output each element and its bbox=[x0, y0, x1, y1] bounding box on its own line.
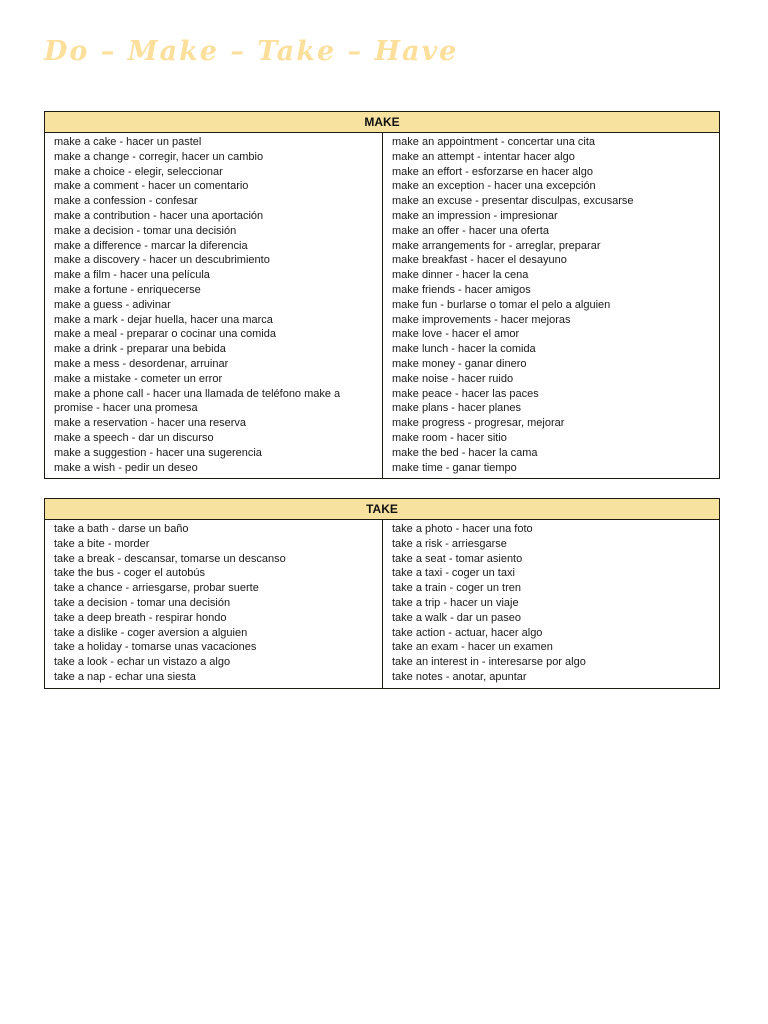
vocab-entry: make a difference - marcar la diferencia bbox=[54, 239, 248, 252]
vocab-entry: make friends - hacer amigos bbox=[392, 283, 531, 296]
vocab-entry: make progress - progresar, mejorar bbox=[392, 417, 565, 430]
vocab-entry: make peace - hacer las paces bbox=[392, 387, 539, 400]
vocab-entry: make improvements - hacer mejoras bbox=[392, 313, 571, 326]
vocab-entry: take a decision - tomar una decisión bbox=[54, 596, 231, 609]
vocab-entry: make an exception - hacer una excepción bbox=[392, 180, 596, 193]
vocab-entry: make a mess - desordenar, arruinar bbox=[54, 357, 229, 370]
vocab-entry: make a drink - preparar una bebida bbox=[54, 343, 226, 356]
make-table-right-column bbox=[382, 133, 719, 478]
take-table bbox=[44, 498, 720, 689]
vocab-entry: take a chance - arriesgarse, probar suerte bbox=[54, 582, 259, 595]
vocab-entry: make a speech - dar un discurso bbox=[54, 431, 214, 444]
make-table bbox=[44, 111, 720, 479]
vocab-entry: make love - hacer el amor bbox=[392, 328, 520, 341]
vocab-entry: make a contribution - hacer una aportación bbox=[54, 209, 264, 222]
vocab-entry: take a nap - echar una siesta bbox=[54, 670, 196, 683]
vocab-entry: take a break - descansar, tomarse un descanso bbox=[54, 552, 286, 565]
vocab-entry: make a suggestion - hacer una sugerencia bbox=[54, 446, 262, 459]
vocab-entry: make time - ganar tiempo bbox=[392, 461, 517, 474]
vocab-entry: make a mark - dejar huella, hacer una marca bbox=[54, 313, 273, 326]
vocab-entry: take an exam - hacer un examen bbox=[392, 641, 553, 654]
vocab-entry: make an appointment - concertar una cita bbox=[392, 136, 596, 148]
vocab-entry: make fun - burlarse o tomar el pelo a alguien bbox=[392, 298, 611, 311]
vocab-entry: make a choice - elegir, seleccionar bbox=[54, 165, 223, 178]
vocab-entry: take a dislike - coger aversion a alguien bbox=[54, 626, 248, 639]
make-table-left-column bbox=[45, 133, 382, 478]
vocab-entry: make breakfast - hacer el desayuno bbox=[392, 254, 567, 267]
vocab-entry: take a look - echar un vistazo a algo bbox=[54, 656, 231, 669]
vocab-entry: take a photo - hacer una foto bbox=[392, 523, 533, 535]
vocab-entry: take a seat - tomar asiento bbox=[392, 552, 523, 565]
vocab-entry: make an effort - esforzarse en hacer algo bbox=[392, 165, 593, 178]
vocab-entry: make the bed - hacer la cama bbox=[392, 446, 538, 459]
vocab-entry: make a wish - pedir un deseo bbox=[54, 461, 198, 474]
vocab-entry: take the bus - coger el autobús bbox=[54, 567, 206, 580]
vocab-entry: make money - ganar dinero bbox=[392, 357, 527, 370]
vocab-entry: make an impression - impresionar bbox=[392, 209, 558, 222]
vocab-entry: take a holiday - tomarse unas vacaciones bbox=[54, 641, 257, 654]
vocab-entry: make a discovery - hacer un descubrimiento bbox=[54, 254, 270, 267]
vocab-entry: take an interest in - interesarse por algo bbox=[392, 656, 586, 669]
vocab-entry: make a change - corregir, hacer un cambio bbox=[54, 150, 264, 163]
vocab-entry: take a risk - arriesgarse bbox=[392, 537, 507, 550]
take-table-header: TAKE bbox=[45, 499, 719, 520]
take-table-body bbox=[45, 520, 719, 688]
vocab-entry: take a bath - darse un baño bbox=[54, 523, 189, 535]
vocab-entry: make a guess - adivinar bbox=[54, 298, 171, 311]
take-table-right-column bbox=[382, 520, 719, 688]
vocab-entry: make an attempt - intentar hacer algo bbox=[392, 150, 575, 163]
take-table-left-column bbox=[45, 520, 382, 688]
vocab-entry: make a cake - hacer un pastel bbox=[54, 136, 202, 148]
vocab-entry: take a bite - morder bbox=[54, 537, 150, 550]
vocab-entry: take a taxi - coger un taxi bbox=[392, 567, 515, 580]
vocab-entry: take a deep breath - respirar hondo bbox=[54, 611, 227, 624]
vocab-entry: take action - actuar, hacer algo bbox=[392, 626, 543, 639]
vocab-entry: make an excuse - presentar disculpas, excusarse bbox=[392, 195, 634, 208]
vocab-entry: make room - hacer sitio bbox=[392, 431, 507, 444]
vocab-entry: take a train - coger un tren bbox=[392, 582, 522, 595]
vocab-entry: make a phone call - hacer una llamada de teléfono make a promise - hacer una promesa bbox=[54, 387, 341, 415]
vocab-entry: make a film - hacer una película bbox=[54, 269, 210, 282]
vocab-entry: make noise - hacer ruido bbox=[392, 372, 514, 385]
page-title: Do – Make – Take – Have bbox=[44, 36, 459, 67]
vocab-entry: make dinner - hacer la cena bbox=[392, 269, 529, 282]
vocab-entry: make a comment - hacer un comentario bbox=[54, 180, 249, 193]
vocab-entry: make a confession - confesar bbox=[54, 195, 198, 208]
vocab-entry: take notes - anotar, apuntar bbox=[392, 670, 527, 683]
vocab-entry: make arrangements for - arreglar, preparar bbox=[392, 239, 601, 252]
vocab-entry: take a trip - hacer un viaje bbox=[392, 596, 519, 609]
vocab-entry: take a walk - dar un paseo bbox=[392, 611, 522, 624]
make-table-body bbox=[45, 133, 719, 478]
vocab-entry: make a meal - preparar o cocinar una comida bbox=[54, 328, 276, 341]
vocab-entry: make plans - hacer planes bbox=[392, 402, 522, 415]
make-table-header: MAKE bbox=[45, 112, 719, 133]
vocab-entry: make a reservation - hacer una reserva bbox=[54, 417, 246, 430]
vocab-entry: make a mistake - cometer un error bbox=[54, 372, 223, 385]
vocab-entry: make a fortune - enriquecerse bbox=[54, 283, 201, 296]
vocab-entry: make a decision - tomar una decisión bbox=[54, 224, 237, 237]
vocab-entry: make lunch - hacer la comida bbox=[392, 343, 536, 356]
vocab-entry: make an offer - hacer una oferta bbox=[392, 224, 549, 237]
